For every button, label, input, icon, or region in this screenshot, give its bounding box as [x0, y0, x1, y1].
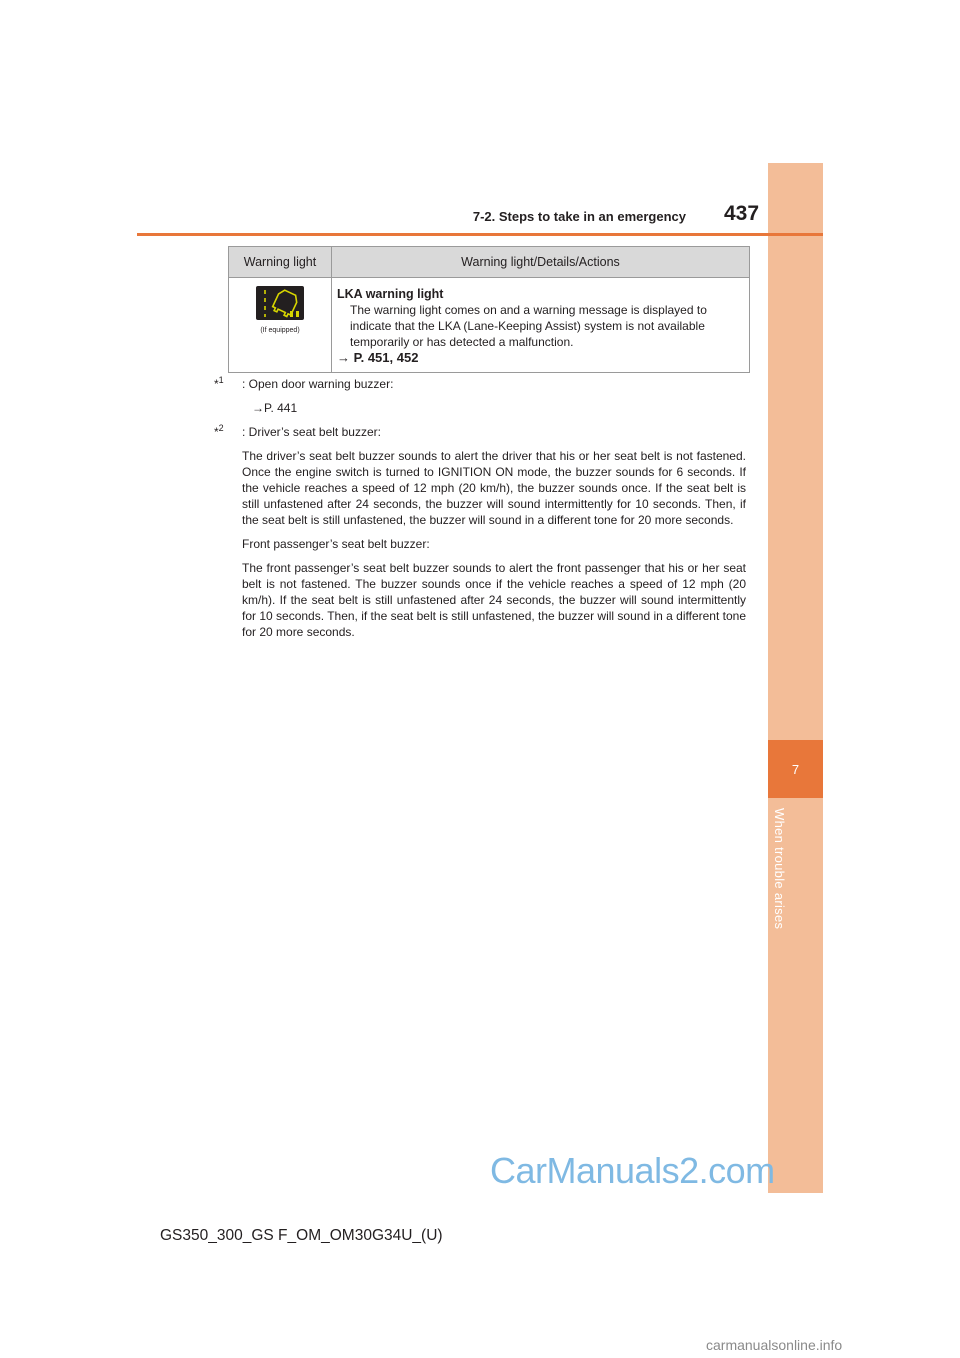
passenger-buzzer-paragraph: The front passenger’s seat belt buzzer sounds to alert the front passenger that his or her seat belt is not fastened. The buzzer sounds once if the vehicle reaches a speed of 12 mph (20 km/h). If the seat belt is still unfastened after 24 seconds, the buzzer will sound intermittently for 10 seconds. Then, if the seat belt is still unfastened, the buzzer will sound in a different tone for 20 more seconds. [242, 561, 746, 639]
driver-buzzer-paragraph: The driver’s seat belt buzzer sounds to alert the driver that his or her seat belt is not fastened. Once the engine switch is turned to IGNITION ON mode, the buzzer sounds for 6 seconds. If the vehicle reaches a speed of 12 mph (20 km/h), the buzzer sounds once. If the seat belt is still unfastened after 24 seconds, the buzzer will sound intermittently for 10 seconds. Then, if the seat belt is still unfastened, the buzzer will sound in a different tone for 20 more seconds. [242, 449, 746, 527]
warning-light-description: The warning light comes on and a warning message is displayed to indicate that the LKA (Lane-Keeping Assist) system is not available temporarily or has detected a malfunction. [350, 303, 707, 349]
watermark-logo: CarManuals2.com [490, 1150, 775, 1191]
lka-warning-icon [256, 286, 304, 320]
column-header-warning-light: Warning light [229, 247, 332, 278]
table-header-row [229, 247, 750, 278]
footnote-title: : Open door warning buzzer: [242, 377, 394, 391]
footnote-1 [214, 376, 746, 392]
footnote-reference: →P. 441 [252, 401, 298, 415]
chapter-label: When trouble arises [772, 808, 787, 930]
footnotes [214, 376, 746, 648]
footnote-2 [214, 424, 746, 440]
column-header-details: Warning light/Details/Actions [332, 247, 750, 278]
footnote-mark: *$^2$ [214, 423, 224, 439]
chapter-number-tab [768, 740, 823, 798]
page-number: 437 [724, 202, 760, 225]
warning-light-table [228, 246, 750, 373]
passenger-buzzer-subtitle: Front passenger’s seat belt buzzer: [242, 537, 430, 551]
footnote-mark: *$^1$ [214, 375, 224, 391]
page-reference: → P. 451, 452 [337, 350, 419, 365]
section-title: 7-2. Steps to take in an emergency [472, 209, 686, 224]
chapter-number: 7 [791, 761, 800, 777]
document-code: GS350_300_GS F_OM_OM30G34U_(U) [160, 1227, 443, 1244]
chapter-side-band [768, 163, 823, 1193]
icon-cell [229, 278, 332, 373]
table-row [229, 278, 750, 373]
warning-light-name: LKA warning light [337, 287, 444, 301]
if-equipped-note: (If equipped) [260, 327, 300, 334]
footnote-title: : Driver’s seat belt buzzer: [242, 425, 381, 439]
header-rule [137, 233, 823, 236]
details-cell [332, 278, 750, 373]
watermark-text: carmanualsonline.info [706, 1337, 843, 1353]
